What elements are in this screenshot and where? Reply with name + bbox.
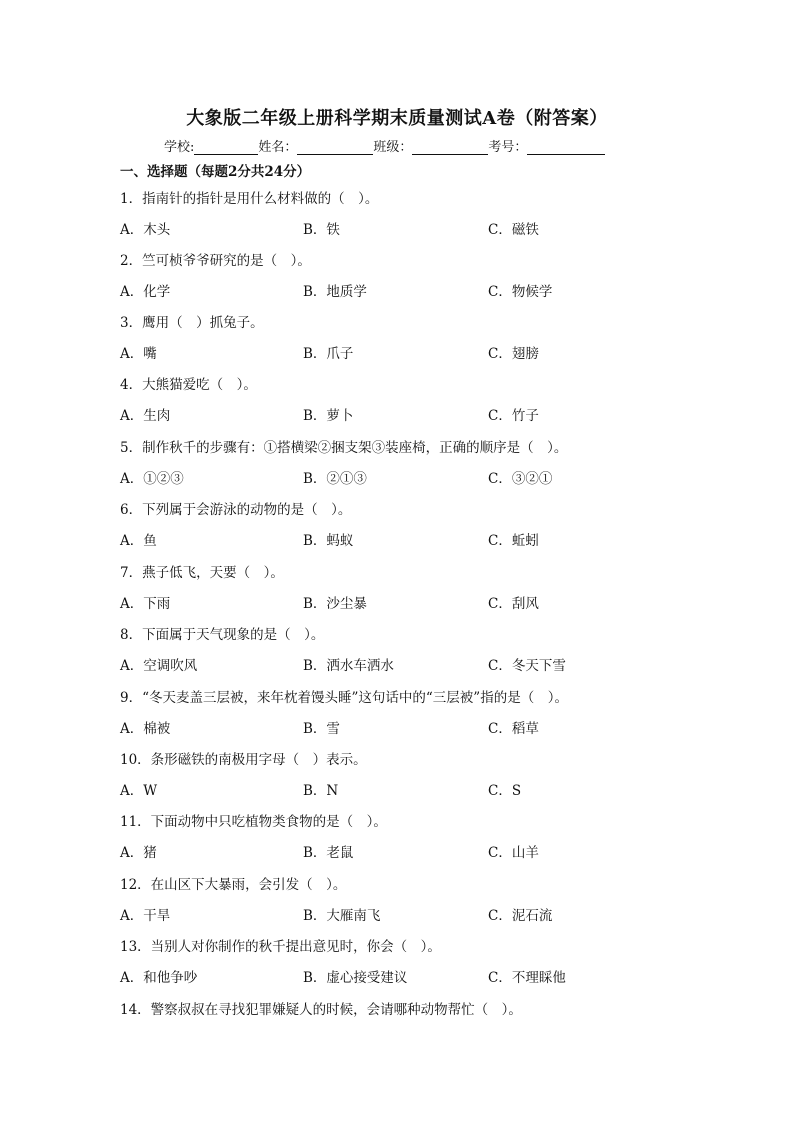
section-heading: 一、选择题（每题2分共24分）	[120, 164, 311, 180]
option-c[interactable]: C．翅膀	[488, 346, 539, 362]
question-text: 12．在山区下大暴雨，会引发（ ）。	[120, 877, 347, 893]
option-row	[120, 342, 680, 362]
option-row	[120, 467, 680, 487]
class-field	[373, 136, 488, 155]
option-a[interactable]: A．下雨	[120, 596, 171, 612]
option-row	[120, 218, 680, 238]
option-c[interactable]: C．磁铁	[488, 222, 539, 238]
option-a[interactable]: A．棉被	[120, 721, 171, 737]
option-b[interactable]: B．大雁南飞	[303, 908, 381, 924]
class-input-line[interactable]	[412, 140, 488, 155]
option-b[interactable]: B．地质学	[303, 284, 367, 300]
option-a[interactable]: A．嘴	[120, 346, 157, 362]
option-b[interactable]: B．沙尘暴	[303, 596, 367, 612]
question-text: 3．鹰用（ ）抓兔子。	[120, 315, 264, 331]
option-a[interactable]: A．干旱	[120, 908, 171, 924]
question-text: 6．下列属于会游泳的动物的是（ ）。	[120, 502, 352, 518]
page-title: 大象版二年级上册科学期末质量测试A卷（附答案）	[186, 108, 608, 129]
option-a[interactable]: A．①②③	[120, 471, 184, 487]
option-a[interactable]: A．鱼	[120, 533, 157, 549]
option-row	[120, 592, 680, 612]
option-a[interactable]: A．猪	[120, 845, 157, 861]
school-input-line[interactable]	[194, 140, 258, 155]
option-c[interactable]: C．刮风	[488, 596, 539, 612]
exam-number-input-line[interactable]	[527, 140, 605, 155]
question-text: 9．“冬天麦盖三层被，来年枕着馒头睡”这句话中的“三层被”指的是（ ）。	[120, 690, 568, 706]
name-input-line[interactable]	[297, 140, 373, 155]
option-b[interactable]: B．萝卜	[303, 408, 354, 424]
class-label: 班级：	[373, 140, 413, 155]
option-a[interactable]: A．生肉	[120, 408, 171, 424]
option-b[interactable]: B．洒水车洒水	[303, 658, 394, 674]
name-field	[258, 136, 373, 155]
name-label: 姓名：	[258, 140, 298, 155]
option-c[interactable]: C．稻草	[488, 721, 539, 737]
exam-number-field	[488, 136, 605, 155]
question-text: 10．条形磁铁的南极用字母（ ）表示。	[120, 752, 367, 768]
question-text: 2．竺可桢爷爷研究的是（ ）。	[120, 253, 311, 269]
option-row	[120, 779, 680, 799]
option-b[interactable]: B．雪	[303, 721, 340, 737]
exam-number-label: 考号：	[488, 140, 528, 155]
student-info-row	[164, 136, 605, 155]
option-row	[120, 404, 680, 424]
option-b[interactable]: B．蚂蚁	[303, 533, 354, 549]
option-row	[120, 717, 680, 737]
option-b[interactable]: B．N	[303, 783, 339, 799]
option-row	[120, 529, 680, 549]
option-c[interactable]: C．泥石流	[488, 908, 553, 924]
option-c[interactable]: C．S	[488, 783, 522, 799]
option-b[interactable]: B．老鼠	[303, 845, 354, 861]
school-label: 学校:	[164, 140, 195, 155]
option-a[interactable]: A．空调吹风	[120, 658, 198, 674]
school-field	[164, 136, 258, 155]
question-text: 13．当别人对你制作的秋千提出意见时，你会（ ）。	[120, 939, 441, 955]
option-a[interactable]: A．木头	[120, 222, 171, 238]
option-row	[120, 966, 680, 986]
option-b[interactable]: B．②①③	[303, 471, 367, 487]
option-c[interactable]: C．竹子	[488, 408, 539, 424]
option-c[interactable]: C．山羊	[488, 845, 539, 861]
option-b[interactable]: B．铁	[303, 222, 340, 238]
option-row	[120, 280, 680, 300]
question-text: 4．大熊猫爱吃（ ）。	[120, 377, 257, 393]
question-text: 14．警察叔叔在寻找犯罪嫌疑人的时候，会请哪种动物帮忙（ ）。	[120, 1002, 522, 1018]
question-text: 1．指南针的指针是用什么材料做的（ ）。	[120, 191, 379, 207]
option-c[interactable]: C．不理睬他	[488, 970, 566, 986]
question-text: 8．下面属于天气现象的是（ ）。	[120, 627, 325, 643]
option-c[interactable]: C．物候学	[488, 284, 553, 300]
option-row	[120, 654, 680, 674]
option-c[interactable]: C．蚯蚓	[488, 533, 539, 549]
option-a[interactable]: A．化学	[120, 284, 171, 300]
question-text: 5．制作秋千的步骤有：①搭横梁②捆支架③装座椅，正确的顺序是（ ）。	[120, 440, 568, 456]
option-a[interactable]: A．和他争吵	[120, 970, 198, 986]
option-b[interactable]: B．爪子	[303, 346, 354, 362]
option-row	[120, 841, 680, 861]
option-c[interactable]: C．冬天下雪	[488, 658, 566, 674]
option-b[interactable]: B．虚心接受建议	[303, 970, 408, 986]
option-row	[120, 904, 680, 924]
option-c[interactable]: C．③②①	[488, 471, 553, 487]
question-text: 11．下面动物中只吃植物类食物的是（ ）。	[120, 814, 387, 830]
option-a[interactable]: A．W	[120, 783, 158, 799]
question-text: 7．燕子低飞，天要（ ）。	[120, 565, 284, 581]
